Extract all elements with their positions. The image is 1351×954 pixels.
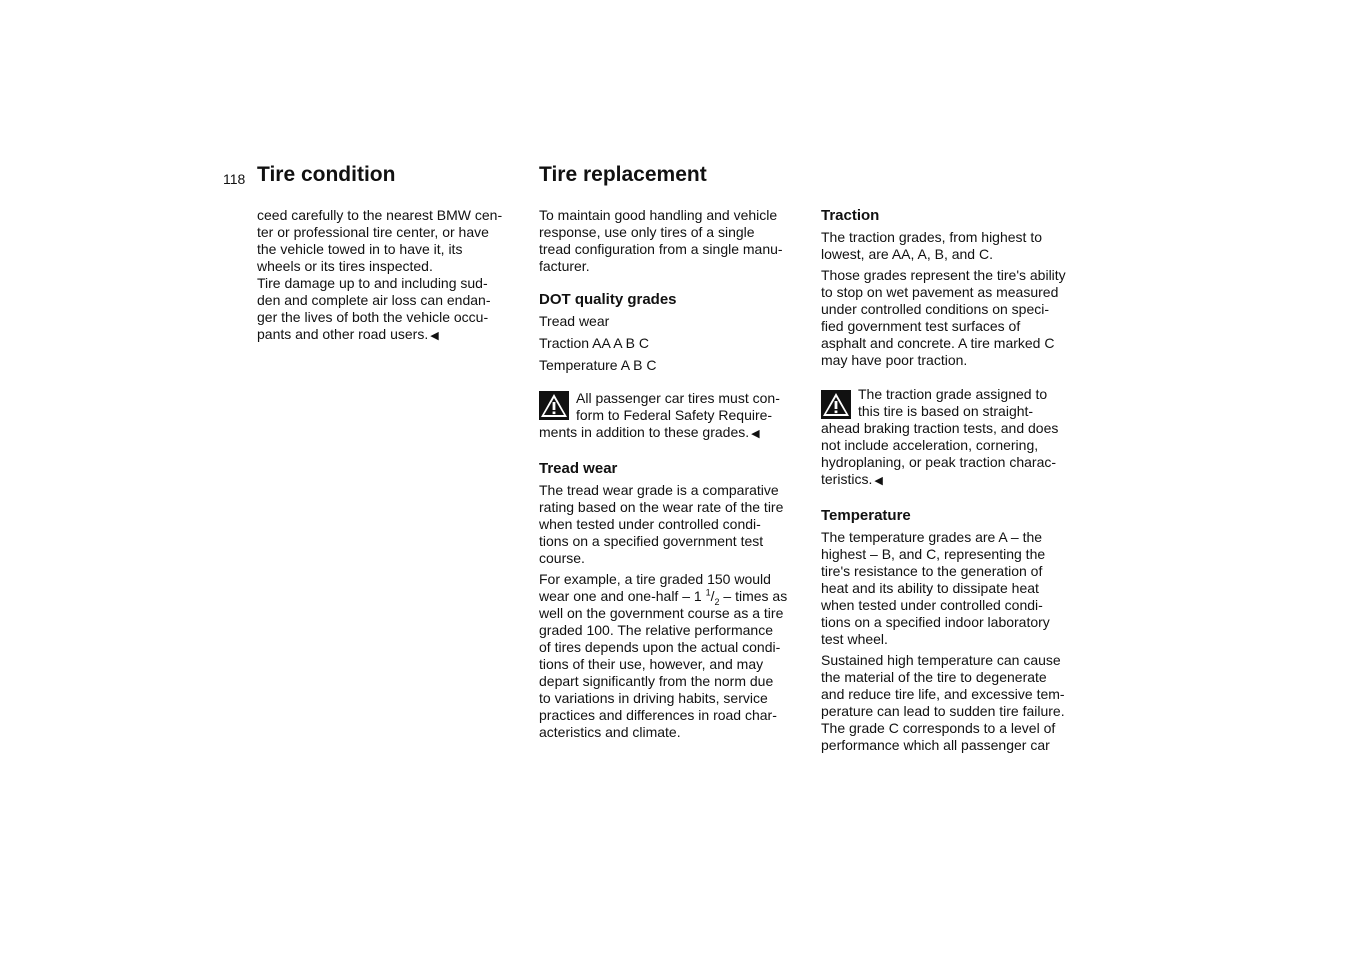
text-line: this tire is based on straight-: [858, 403, 1034, 419]
warning-note: [821, 386, 1096, 490]
text-line: lowest, are AA, A, B, and C.: [821, 246, 993, 262]
column-3: [821, 207, 1096, 758]
text-line: may have poor traction.: [821, 352, 968, 368]
text-line: not include acceleration, cornering,: [821, 437, 1039, 453]
page-number: 118: [223, 171, 246, 187]
paragraph-continued: [257, 207, 532, 345]
text-line: tions on a specified government test: [539, 533, 764, 549]
text-line: ger the lives of both the vehicle occu-: [257, 309, 489, 325]
text-line: hydroplaning, or peak traction charac-: [821, 454, 1057, 470]
heading-temperature: Temperature: [821, 507, 911, 524]
text-line: the vehicle towed in to have it, its: [257, 241, 463, 257]
text-line: tions on a specified indoor laboratory: [821, 614, 1050, 630]
text-line: The traction grades, from highest to: [821, 229, 1042, 245]
dot-grade-temperature: Temperature A B C: [539, 357, 657, 373]
text-line: the material of the tire to degenerate: [821, 669, 1047, 685]
text-line: wear one and one-half – 1 $^1/_2$ – times as: [539, 587, 788, 607]
text-line: All passenger car tires must con-: [576, 390, 780, 406]
text-line: when tested under controlled condi-: [821, 597, 1043, 613]
dot-grade-traction: Traction AA A B C: [539, 335, 649, 351]
text-line: The tread wear grade is a comparative: [539, 482, 779, 498]
traction-paragraph-2: [821, 267, 1096, 369]
text-line: For example, a tire graded 150 would: [539, 571, 771, 587]
section-title-tire-condition: Tire condition: [257, 163, 396, 186]
text-line: facturer.: [539, 258, 590, 274]
text-line: pants and other road users. ◀: [257, 326, 439, 342]
text-line: ahead braking traction tests, and does: [821, 420, 1059, 436]
text-line: To maintain good handling and vehicle: [539, 207, 778, 223]
text-line: form to Federal Safety Require-: [576, 407, 773, 423]
text-line: den and complete air loss can endan-: [257, 292, 491, 308]
text-line: graded 100. The relative performance: [539, 622, 773, 638]
traction-paragraph-1: [821, 229, 1096, 263]
warning-note: [539, 390, 814, 443]
text-line: fied government test surfaces of: [821, 318, 1021, 334]
tread-wear-paragraph-1: [539, 482, 814, 567]
tread-wear-paragraph-2: [539, 571, 814, 741]
text-line: tions of their use, however, and may: [539, 656, 764, 672]
text-line: ceed carefully to the nearest BMW cen-: [257, 207, 503, 223]
text-line: Tire damage up to and including sud-: [257, 275, 488, 291]
text-line: ter or professional tire center, or have: [257, 224, 489, 240]
heading-dot-quality-grades: DOT quality grades: [539, 291, 677, 308]
text-line: and reduce tire life, and excessive tem-: [821, 686, 1065, 702]
text-line: heat and its ability to dissipate heat: [821, 580, 1039, 596]
text-line: perature can lead to sudden tire failure.: [821, 703, 1065, 719]
text-line: Those grades represent the tire's ability: [821, 267, 1066, 283]
text-line: under controlled conditions on speci-: [821, 301, 1050, 317]
heading-tread-wear: Tread wear: [539, 460, 618, 477]
text-line: The grade C corresponds to a level of: [821, 720, 1056, 736]
text-line: The temperature grades are A – the: [821, 529, 1043, 545]
dot-grade-tread-wear: Tread wear: [539, 313, 610, 329]
text-line: wheels or its tires inspected.: [257, 258, 433, 274]
text-line: teristics. ◀: [821, 471, 883, 487]
text-line: to stop on wet pavement as measured: [821, 284, 1059, 300]
column-1: [257, 207, 532, 349]
text-line: ments in addition to these grades. ◀: [539, 424, 760, 440]
warning-triangle-icon: [821, 390, 851, 419]
text-line: to variations in driving habits, service: [539, 690, 768, 706]
warning-triangle-icon: [539, 391, 569, 420]
text-line: rating based on the wear rate of the tire: [539, 499, 784, 515]
text-line: acteristics and climate.: [539, 724, 681, 740]
text-line: asphalt and concrete. A tire marked C: [821, 335, 1055, 351]
column-2: [539, 207, 814, 745]
temperature-paragraph-2: [821, 652, 1096, 754]
text-line: The traction grade assigned to: [858, 386, 1048, 402]
heading-traction: Traction: [821, 207, 880, 224]
end-mark-icon: ◀: [751, 428, 760, 440]
section-title-tire-replacement: Tire replacement: [539, 163, 707, 186]
text-line: Sustained high temperature can cause: [821, 652, 1061, 668]
text-line: when tested under controlled condi-: [539, 516, 761, 532]
text-line: highest – B, and C, representing the: [821, 546, 1046, 562]
text-line: practices and differences in road char-: [539, 707, 777, 723]
end-mark-icon: ◀: [874, 475, 883, 487]
temperature-paragraph-1: [821, 529, 1096, 648]
text-line: tire's resistance to the generation of: [821, 563, 1043, 579]
text-line: of tires depends upon the actual condi-: [539, 639, 781, 655]
text-line: response, use only tires of a single: [539, 224, 755, 240]
text-line: performance which all passenger car: [821, 737, 1050, 753]
text-line: depart significantly from the norm due: [539, 673, 774, 689]
end-mark-icon: ◀: [430, 330, 439, 342]
text-line: tread configuration from a single manu-: [539, 241, 783, 257]
text-line: test wheel.: [821, 631, 888, 647]
text-line: well on the government course as a tire: [539, 605, 784, 621]
text-line: course.: [539, 550, 585, 566]
intro-paragraph: [539, 207, 814, 275]
